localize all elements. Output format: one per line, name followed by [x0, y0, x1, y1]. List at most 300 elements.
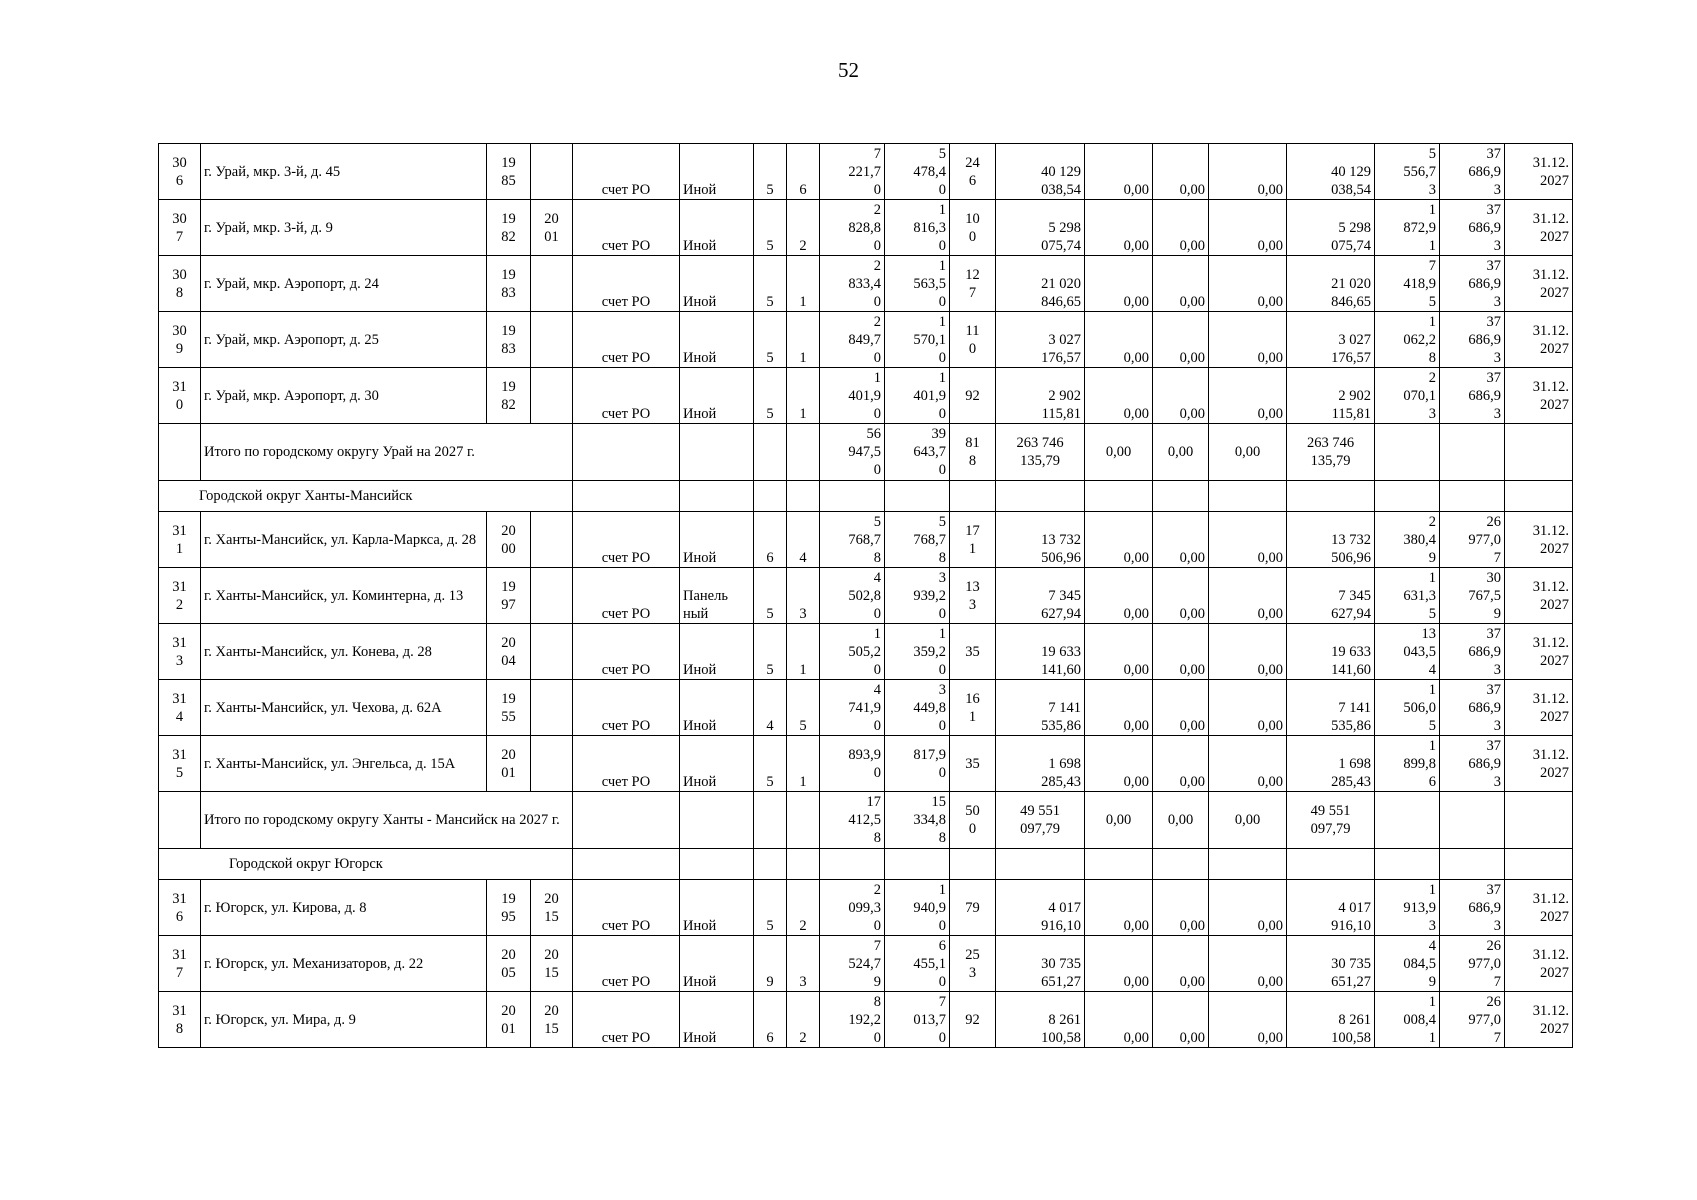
unit-cost-cell-text: 2 070,1 3 [1403, 369, 1436, 422]
entrances-cell-text: 2 [799, 1030, 807, 1046]
fund-cell [1085, 568, 1153, 624]
budget-cell [1153, 144, 1209, 200]
budget-cell [1153, 680, 1209, 736]
floors-cell-text: 5 [766, 606, 774, 622]
owners-funds-cell-text: 13 732 506,96 [1331, 532, 1371, 566]
owners-funds-cell [1287, 568, 1375, 624]
owners-funds-cell [1287, 880, 1375, 936]
empty-cell [950, 481, 996, 512]
residents-cell [950, 144, 996, 200]
max-unit-cost-cell [1440, 624, 1505, 680]
wall-material-cell [680, 200, 754, 256]
residential-area-cell [885, 936, 950, 992]
residential-area-cell-text: 15 334,8 8 [913, 794, 946, 846]
repair-cost-cell [996, 424, 1085, 481]
address-cell-text: г. Югорск, ул. Кирова, д. 8 [204, 899, 367, 916]
commission-year-cell-text: 20 01 [501, 1002, 516, 1037]
repair-cost-cell-text: 19 633 141,60 [1041, 644, 1081, 678]
empty-cell [885, 849, 950, 880]
last-repair-year-cell [531, 200, 573, 256]
fund-cell [1085, 312, 1153, 368]
owners-funds-cell-text: 7 345 627,94 [1331, 588, 1371, 622]
table-row [159, 256, 1573, 312]
residents-cell [950, 792, 996, 849]
floors-cell [754, 256, 787, 312]
max-unit-cost-cell [1440, 368, 1505, 424]
address-cell-text: г. Ханты-Мансийск, ул. Чехова, д. 62А [204, 699, 442, 716]
residents-cell-text: 16 1 [965, 690, 980, 725]
unit-cost-cell [1375, 312, 1440, 368]
local-budget-cell [1209, 568, 1287, 624]
entrances-cell-text: 1 [799, 350, 807, 366]
residents-cell [950, 568, 996, 624]
budget-cell-text: 0,00 [1179, 406, 1205, 422]
wall-material-cell [680, 256, 754, 312]
max-unit-cost-cell [1440, 992, 1505, 1048]
commission-year-cell [487, 736, 531, 792]
repair-cost-cell [996, 792, 1085, 849]
entrances-cell [787, 568, 820, 624]
local-budget-cell [1209, 880, 1287, 936]
total-label [201, 424, 573, 481]
local-budget-cell [1209, 680, 1287, 736]
residents-cell-text: 25 3 [965, 946, 980, 981]
entrances-cell-text: 2 [799, 918, 807, 934]
funding-method-cell-text: счет РО [601, 974, 651, 990]
residential-area-cell-text: 5 768,7 8 [913, 513, 946, 566]
unit-cost-cell [1375, 680, 1440, 736]
budget-cell-text: 0,00 [1179, 662, 1205, 678]
max-unit-cost-cell-text: 26 977,0 7 [1468, 993, 1501, 1046]
floors-cell [754, 512, 787, 568]
total-row [159, 424, 1573, 481]
completion-date-cell-text: 31.12. 2027 [1532, 578, 1569, 613]
row-number [159, 200, 201, 256]
budget-cell-text: 0,00 [1179, 294, 1205, 310]
wall-material-cell-text: Иной [683, 182, 717, 198]
empty-cell [754, 481, 787, 512]
total-area-cell [820, 624, 885, 680]
residential-area-cell-text: 1 359,2 0 [913, 625, 946, 678]
unit-cost-cell [1375, 992, 1440, 1048]
local-budget-cell [1209, 368, 1287, 424]
owners-funds-cell [1287, 512, 1375, 568]
commission-year-cell-text: 20 01 [501, 746, 516, 781]
row-number [159, 736, 201, 792]
entrances-cell-text: 5 [799, 718, 807, 734]
owners-funds-cell [1287, 368, 1375, 424]
funding-method-cell [573, 200, 680, 256]
owners-funds-cell-text: 19 633 141,60 [1331, 644, 1371, 678]
total-area-cell-text: 1 505,2 0 [848, 625, 881, 678]
owners-funds-cell-text: 7 141 535,86 [1331, 700, 1371, 734]
row-number-text: 31 5 [172, 746, 187, 781]
row-number-text: 30 8 [172, 266, 187, 301]
residential-area-cell [885, 992, 950, 1048]
address-cell [201, 312, 487, 368]
address-cell-text: г. Урай, мкр. 3-й, д. 45 [204, 163, 341, 180]
unit-cost-cell-text: 4 084,5 9 [1403, 937, 1436, 990]
floors-cell-text: 5 [766, 406, 774, 422]
empty-cell [1209, 481, 1287, 512]
page-number: 52 [838, 58, 859, 82]
repair-cost-cell-text: 7 141 535,86 [1041, 700, 1081, 734]
owners-funds-cell [1287, 736, 1375, 792]
repair-cost-cell [996, 992, 1085, 1048]
commission-year-cell [487, 568, 531, 624]
completion-date-cell [1505, 936, 1573, 992]
funding-method-cell-text: счет РО [601, 662, 651, 678]
residents-cell [950, 936, 996, 992]
row-number [159, 624, 201, 680]
commission-year-cell-text: 19 95 [501, 890, 516, 925]
budget-cell [1153, 736, 1209, 792]
completion-date-cell-text: 31.12. 2027 [1532, 522, 1569, 557]
residential-area-cell-text: 39 643,7 0 [913, 426, 946, 478]
budget-cell [1153, 200, 1209, 256]
residents-cell-text: 11 0 [965, 322, 980, 357]
wall-material-cell-text: Иной [683, 238, 717, 254]
empty-cell [573, 792, 680, 849]
funding-method-cell [573, 880, 680, 936]
floors-cell [754, 144, 787, 200]
floors-cell-text: 5 [766, 238, 774, 254]
unit-cost-cell-text: 1 008,4 1 [1403, 993, 1436, 1046]
funding-method-cell-text: счет РО [601, 294, 651, 310]
max-unit-cost-cell [1440, 880, 1505, 936]
commission-year-cell-text: 19 82 [501, 378, 516, 413]
total-area-cell [820, 880, 885, 936]
repair-cost-cell [996, 736, 1085, 792]
total-area-cell-text: 2 849,7 0 [848, 313, 881, 366]
row-number [159, 880, 201, 936]
residential-area-cell-text: 1 570,1 0 [913, 313, 946, 366]
last-repair-year-cell-text: 20 15 [544, 946, 559, 981]
table-row [159, 568, 1573, 624]
address-cell-text: г. Урай, мкр. Аэропорт, д. 25 [204, 331, 379, 348]
funding-method-cell [573, 256, 680, 312]
funding-method-cell [573, 936, 680, 992]
empty-cell [1287, 849, 1375, 880]
row-number-text: 31 1 [172, 522, 187, 557]
max-unit-cost-cell [1440, 936, 1505, 992]
commission-year-cell-text: 20 05 [501, 946, 516, 981]
local-budget-cell-text: 0,00 [1257, 238, 1283, 254]
address-cell [201, 992, 487, 1048]
owners-funds-cell-text: 5 298 075,74 [1331, 220, 1371, 254]
budget-cell-text: 0,00 [1179, 550, 1205, 566]
owners-funds-cell-text: 4 017 916,10 [1331, 900, 1371, 934]
table-row [159, 312, 1573, 368]
budget-cell [1153, 792, 1209, 849]
total-area-cell [820, 512, 885, 568]
residential-area-cell [885, 624, 950, 680]
local-budget-cell [1209, 624, 1287, 680]
local-budget-cell-text: 0,00 [1257, 974, 1283, 990]
district-header-text: Городской округ Ханты-Мансийск [199, 488, 413, 504]
repair-cost-cell-text: 13 732 506,96 [1041, 532, 1081, 566]
floors-cell [754, 624, 787, 680]
unit-cost-cell-text: 1 631,3 5 [1403, 569, 1436, 622]
repair-cost-cell [996, 312, 1085, 368]
fund-cell-text: 0,00 [1123, 774, 1149, 790]
floors-cell [754, 936, 787, 992]
wall-material-cell-text: Иной [683, 718, 717, 734]
entrances-cell [787, 992, 820, 1048]
total-area-cell [820, 936, 885, 992]
row-number-text: 30 9 [172, 322, 187, 357]
address-cell [201, 736, 487, 792]
commission-year-cell-text: 19 83 [501, 322, 516, 357]
budget-cell [1153, 880, 1209, 936]
total-area-cell-text: 7 221,7 0 [848, 145, 881, 198]
fund-cell [1085, 624, 1153, 680]
fund-cell-text: 0,00 [1123, 718, 1149, 734]
wall-material-cell-text: Иной [683, 918, 717, 934]
local-budget-cell-text: 0,00 [1234, 812, 1261, 828]
entrances-cell [787, 880, 820, 936]
total-area-cell-text: 56 947,5 0 [848, 426, 881, 478]
budget-cell [1153, 936, 1209, 992]
budget-cell [1153, 568, 1209, 624]
entrances-cell-text: 1 [799, 294, 807, 310]
empty-cell [680, 424, 754, 481]
total-area-cell [820, 736, 885, 792]
local-budget-cell-text: 0,00 [1257, 1030, 1283, 1046]
entrances-cell-text: 2 [799, 238, 807, 254]
budget-cell-text: 0,00 [1179, 974, 1205, 990]
table-row [159, 144, 1573, 200]
last-repair-year-cell [531, 624, 573, 680]
local-budget-cell [1209, 144, 1287, 200]
row-number-text: 31 4 [172, 690, 187, 725]
empty-cell [1375, 792, 1440, 849]
total-area-cell [820, 312, 885, 368]
empty-cell [680, 849, 754, 880]
entrances-cell-text: 3 [799, 974, 807, 990]
entrances-cell [787, 200, 820, 256]
funding-method-cell [573, 312, 680, 368]
repair-cost-cell-text: 21 020 846,65 [1041, 276, 1081, 310]
residents-cell-text: 13 3 [965, 578, 980, 613]
completion-date-cell [1505, 680, 1573, 736]
residents-cell-text: 17 1 [965, 522, 980, 557]
last-repair-year-cell [531, 256, 573, 312]
max-unit-cost-cell [1440, 568, 1505, 624]
repair-cost-cell-text: 49 551 097,79 [1020, 803, 1060, 837]
last-repair-year-cell [531, 568, 573, 624]
residential-area-cell [885, 512, 950, 568]
total-area-cell-text: 1 401,9 0 [848, 369, 881, 422]
completion-date-cell [1505, 624, 1573, 680]
commission-year-cell-text: 20 04 [501, 634, 516, 669]
fund-cell-text: 0,00 [1123, 974, 1149, 990]
budget-cell-text: 0,00 [1179, 238, 1205, 254]
commission-year-cell-text: 19 97 [501, 578, 516, 613]
table-row [159, 512, 1573, 568]
fund-cell [1085, 936, 1153, 992]
address-cell [201, 680, 487, 736]
district-header-row [159, 849, 1573, 880]
local-budget-cell-text: 0,00 [1257, 406, 1283, 422]
repair-cost-cell [996, 256, 1085, 312]
floors-cell [754, 312, 787, 368]
total-area-cell-text: 893,9 0 [848, 746, 881, 781]
wall-material-cell [680, 568, 754, 624]
max-unit-cost-cell-text: 37 686,9 3 [1468, 625, 1501, 678]
empty-cell [996, 849, 1085, 880]
owners-funds-cell [1287, 792, 1375, 849]
table-row [159, 992, 1573, 1048]
funding-method-cell [573, 144, 680, 200]
budget-cell-text: 0,00 [1179, 774, 1205, 790]
budget-cell [1153, 256, 1209, 312]
funding-method-cell [573, 512, 680, 568]
floors-cell [754, 880, 787, 936]
max-unit-cost-cell-text: 37 686,9 3 [1468, 145, 1501, 198]
local-budget-cell [1209, 736, 1287, 792]
fund-cell [1085, 680, 1153, 736]
repair-cost-cell [996, 200, 1085, 256]
residents-cell-text: 81 8 [965, 435, 980, 469]
repair-cost-cell-text: 8 261 100,58 [1041, 1012, 1081, 1046]
wall-material-cell-text: Иной [683, 294, 717, 310]
floors-cell-text: 5 [766, 774, 774, 790]
repair-cost-cell [996, 512, 1085, 568]
wall-material-cell [680, 624, 754, 680]
residents-cell [950, 368, 996, 424]
unit-cost-cell-text: 1 062,2 8 [1403, 313, 1436, 366]
residents-cell [950, 312, 996, 368]
row-number-text: 31 2 [172, 578, 187, 613]
last-repair-year-cell-text: 20 15 [544, 1002, 559, 1037]
row-number [159, 256, 201, 312]
empty-cell [1375, 424, 1440, 481]
funding-method-cell [573, 680, 680, 736]
unit-cost-cell-text: 2 380,4 9 [1403, 513, 1436, 566]
total-area-cell [820, 992, 885, 1048]
entrances-cell [787, 936, 820, 992]
completion-date-cell [1505, 368, 1573, 424]
max-unit-cost-cell-text: 37 686,9 3 [1468, 369, 1501, 422]
residents-cell [950, 880, 996, 936]
budget-cell-text: 0,00 [1179, 718, 1205, 734]
unit-cost-cell-text: 1 506,0 5 [1403, 681, 1436, 734]
completion-date-cell-text: 31.12. 2027 [1532, 154, 1569, 189]
residential-area-cell-text: 3 449,8 0 [913, 681, 946, 734]
repair-cost-cell [996, 568, 1085, 624]
max-unit-cost-cell-text: 37 686,9 3 [1468, 201, 1501, 254]
address-cell-text: г. Ханты-Мансийск, ул. Энгельса, д. 15А [204, 755, 456, 772]
budget-cell-text: 0,00 [1179, 350, 1205, 366]
floors-cell [754, 200, 787, 256]
commission-year-cell-text: 20 00 [501, 522, 516, 557]
residential-area-cell [885, 792, 950, 849]
unit-cost-cell [1375, 880, 1440, 936]
residential-area-cell-text: 1 940,9 0 [913, 881, 946, 934]
max-unit-cost-cell [1440, 256, 1505, 312]
funding-method-cell-text: счет РО [601, 182, 651, 198]
empty-cell [1440, 424, 1505, 481]
funding-method-cell-text: счет РО [601, 1030, 651, 1046]
unit-cost-cell-text: 13 043,5 4 [1403, 625, 1436, 678]
max-unit-cost-cell-text: 37 686,9 3 [1468, 681, 1501, 734]
empty-cell [1209, 849, 1287, 880]
max-unit-cost-cell-text: 37 686,9 3 [1468, 313, 1501, 366]
empty-cell [573, 481, 680, 512]
empty-cell [1153, 481, 1209, 512]
wall-material-cell-text: Иной [683, 550, 717, 566]
residents-cell [950, 992, 996, 1048]
total-area-cell-text: 5 768,7 8 [848, 513, 881, 566]
entrances-cell-text: 1 [799, 406, 807, 422]
floors-cell [754, 368, 787, 424]
empty-cell [820, 849, 885, 880]
completion-date-cell [1505, 880, 1573, 936]
funding-method-cell-text: счет РО [601, 350, 651, 366]
completion-date-cell [1505, 312, 1573, 368]
local-budget-cell [1209, 424, 1287, 481]
fund-cell-text: 0,00 [1123, 662, 1149, 678]
unit-cost-cell [1375, 936, 1440, 992]
fund-cell-text: 0,00 [1123, 182, 1149, 198]
repair-cost-cell [996, 880, 1085, 936]
repair-cost-cell [996, 680, 1085, 736]
commission-year-cell [487, 936, 531, 992]
empty-cell [754, 849, 787, 880]
local-budget-cell-text: 0,00 [1257, 550, 1283, 566]
total-area-cell-text: 2 833,4 0 [848, 257, 881, 310]
last-repair-year-cell [531, 312, 573, 368]
completion-date-cell [1505, 568, 1573, 624]
funding-method-cell [573, 368, 680, 424]
repair-cost-cell-text: 1 698 285,43 [1041, 756, 1081, 790]
owners-funds-cell-text: 49 551 097,79 [1310, 803, 1351, 837]
funding-method-cell [573, 992, 680, 1048]
residents-cell-text: 79 [965, 899, 980, 916]
residential-area-cell [885, 736, 950, 792]
fund-cell-text: 0,00 [1123, 918, 1149, 934]
completion-date-cell-text: 31.12. 2027 [1532, 746, 1569, 781]
total-area-cell [820, 368, 885, 424]
residential-area-cell [885, 680, 950, 736]
owners-funds-cell [1287, 256, 1375, 312]
total-area-cell-text: 4 741,9 0 [848, 681, 881, 734]
floors-cell-text: 5 [766, 662, 774, 678]
max-unit-cost-cell-text: 26 977,0 7 [1468, 937, 1501, 990]
local-budget-cell [1209, 312, 1287, 368]
empty-cell [1440, 481, 1505, 512]
max-unit-cost-cell [1440, 144, 1505, 200]
repair-cost-cell-text: 40 129 038,54 [1041, 164, 1081, 198]
owners-funds-cell [1287, 144, 1375, 200]
entrances-cell [787, 624, 820, 680]
unit-cost-cell [1375, 368, 1440, 424]
local-budget-cell-text: 0,00 [1257, 774, 1283, 790]
owners-funds-cell [1287, 312, 1375, 368]
residents-cell-text: 24 6 [965, 154, 980, 189]
entrances-cell [787, 256, 820, 312]
unit-cost-cell-text: 1 913,9 3 [1403, 881, 1436, 934]
empty-cell [680, 792, 754, 849]
local-budget-cell [1209, 200, 1287, 256]
floors-cell [754, 992, 787, 1048]
last-repair-year-cell [531, 368, 573, 424]
entrances-cell-text: 6 [799, 182, 807, 198]
address-cell-text: г. Ханты-Мансийск, ул. Коминтерна, д. 13 [204, 587, 464, 604]
residential-area-cell [885, 424, 950, 481]
residential-area-cell [885, 312, 950, 368]
